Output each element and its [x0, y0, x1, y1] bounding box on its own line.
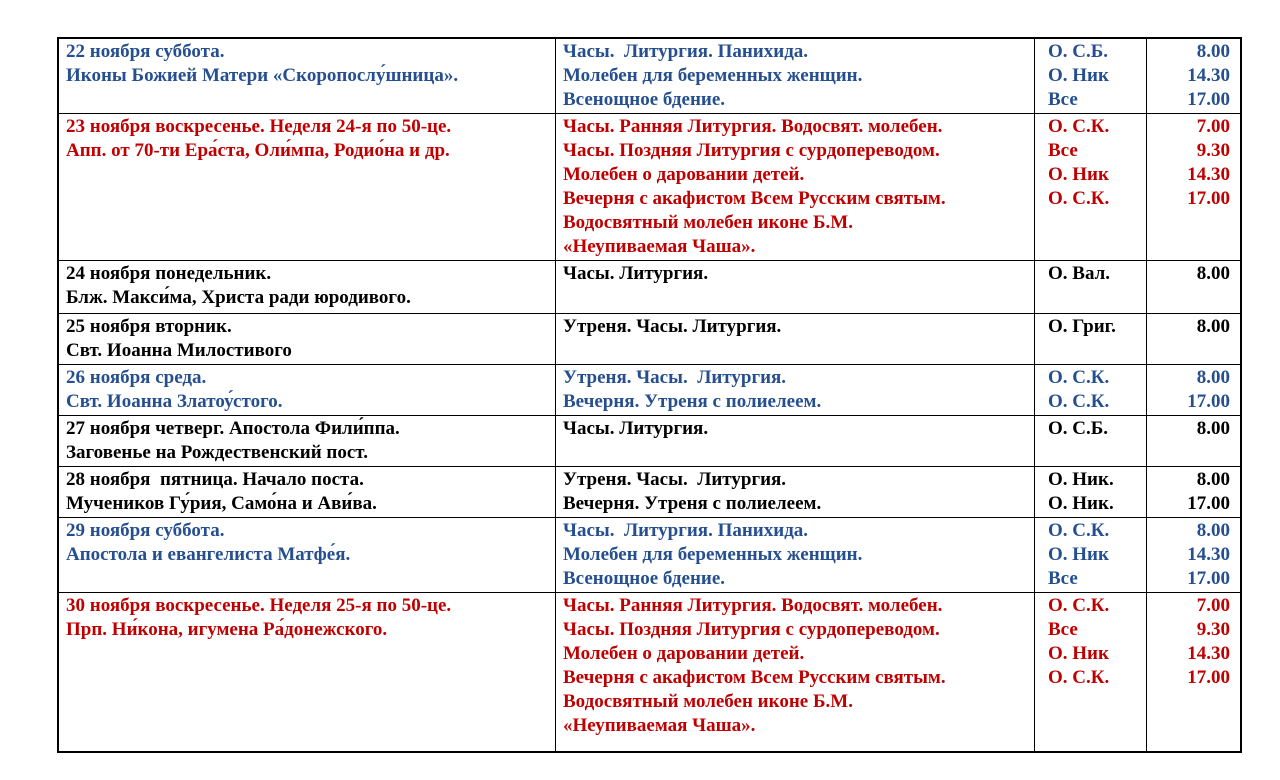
- time-cell: [1147, 114, 1240, 260]
- time-cell: [1147, 416, 1240, 466]
- clergy-line: О. С.Б.: [1048, 418, 1109, 439]
- date-line: Свт. Иоанна Златоу́стого.: [66, 391, 283, 412]
- service-line: Вечерня с акафистом Всем Русским святым.: [563, 188, 946, 209]
- date-line: 28 ноября пятница. Начало поста.: [66, 469, 364, 490]
- schedule-table: [57, 37, 1242, 753]
- time-line: 8.00: [1196, 367, 1230, 388]
- service-line: Часы. Поздняя Литургия с сурдопереводом.: [563, 619, 940, 640]
- clergy-cell: [1035, 39, 1147, 113]
- time-line: 8.00: [1196, 418, 1230, 439]
- date-line: 24 ноября понедельник.: [66, 263, 272, 284]
- table-row: [59, 467, 1240, 518]
- time-line: 17.00: [1187, 188, 1230, 209]
- clergy-line: О. С.К.: [1048, 667, 1110, 688]
- time-line: 8.00: [1196, 469, 1230, 490]
- services-cell: [556, 518, 1035, 592]
- clergy-line: Все: [1048, 568, 1078, 589]
- date-line: 23 ноября воскресенье. Неделя 24-я по 50-це.: [66, 116, 452, 137]
- date-line: Апостола и евангелиста Матфе́я.: [66, 544, 351, 565]
- time-line: 8.00: [1196, 41, 1230, 62]
- services-cell: [556, 365, 1035, 415]
- clergy-line: О. С.К.: [1048, 188, 1110, 209]
- clergy-cell: [1035, 467, 1147, 517]
- clergy-line: О. Ник: [1048, 643, 1109, 664]
- date-line: Апп. от 70-ти Ера́ста, Оли́мпа, Родио́на и др.: [66, 140, 450, 161]
- date-line: 25 ноября вторник.: [66, 316, 232, 337]
- time-cell: [1147, 39, 1240, 113]
- time-line: 8.00: [1196, 263, 1230, 284]
- date-line: Прп. Ни́кона, игумена Ра́донежского.: [66, 619, 388, 640]
- time-line: 14.30: [1187, 164, 1230, 185]
- clergy-line: Все: [1048, 140, 1078, 161]
- service-line: Часы. Литургия. Панихида.: [563, 520, 809, 541]
- clergy-cell: [1035, 114, 1147, 260]
- service-line: Часы. Ранняя Литургия. Водосвят. молебен.: [563, 595, 943, 616]
- date-line: 27 ноября четверг. Апостола Фили́ппа.: [66, 418, 400, 439]
- service-line: Часы. Поздняя Литургия с сурдопереводом.: [563, 140, 940, 161]
- service-line: Вечерня. Утреня с полиелеем.: [563, 493, 822, 514]
- date-line: 29 ноября суббота.: [66, 520, 225, 541]
- clergy-cell: [1035, 593, 1147, 751]
- time-cell: [1147, 365, 1240, 415]
- date-cell: [59, 467, 556, 517]
- table-row: [59, 593, 1240, 751]
- clergy-cell: [1035, 261, 1147, 313]
- time-cell: [1147, 261, 1240, 313]
- date-cell: [59, 518, 556, 592]
- time-line: 14.30: [1187, 643, 1230, 664]
- time-line: 17.00: [1187, 89, 1230, 110]
- service-line: Вечерня с акафистом Всем Русским святым.: [563, 667, 946, 688]
- time-cell: [1147, 518, 1240, 592]
- services-cell: [556, 314, 1035, 364]
- service-line: Всенощное бдение.: [563, 89, 726, 110]
- service-line: «Неупиваемая Чаша».: [563, 236, 756, 257]
- date-cell: [59, 416, 556, 466]
- clergy-line: О. Ник.: [1048, 469, 1114, 490]
- date-line: Иконы Божией Матери «Скоропослу́шница».: [66, 65, 459, 86]
- services-cell: [556, 467, 1035, 517]
- date-line: 26 ноября среда.: [66, 367, 207, 388]
- service-line: Водосвятный молебен иконе Б.М.: [563, 212, 853, 233]
- service-line: Молебен о даровании детей.: [563, 164, 805, 185]
- clergy-line: О. С.К.: [1048, 520, 1110, 541]
- time-line: 9.30: [1196, 140, 1230, 161]
- service-line: «Неупиваемая Чаша».: [563, 715, 756, 736]
- clergy-line: О. С.К.: [1048, 116, 1110, 137]
- services-cell: [556, 593, 1035, 751]
- table-row: [59, 416, 1240, 467]
- service-line: Часы. Литургия.: [563, 418, 709, 439]
- time-cell: [1147, 314, 1240, 364]
- time-line: 14.30: [1187, 65, 1230, 86]
- time-line: 8.00: [1196, 316, 1230, 337]
- time-line: 17.00: [1187, 391, 1230, 412]
- services-cell: [556, 261, 1035, 313]
- clergy-line: О. Григ.: [1048, 316, 1116, 337]
- service-line: Молебен о даровании детей.: [563, 643, 805, 664]
- date-line: 30 ноября воскресенье. Неделя 25-я по 50-це.: [66, 595, 452, 616]
- clergy-cell: [1035, 518, 1147, 592]
- clergy-cell: [1035, 416, 1147, 466]
- clergy-line: О. С.К.: [1048, 595, 1110, 616]
- date-line: Свт. Иоанна Милостивого: [66, 340, 292, 361]
- table-row: [59, 39, 1240, 114]
- date-line: 22 ноября суббота.: [66, 41, 225, 62]
- table-row: [59, 114, 1240, 261]
- table-row: [59, 314, 1240, 365]
- date-cell: [59, 39, 556, 113]
- service-line: Всенощное бдение.: [563, 568, 726, 589]
- service-line: Молебен для беременных женщин.: [563, 65, 863, 86]
- time-line: 7.00: [1196, 116, 1230, 137]
- table-row: [59, 365, 1240, 416]
- service-line: Утреня. Часы. Литургия.: [563, 316, 782, 337]
- date-cell: [59, 114, 556, 260]
- date-cell: [59, 593, 556, 751]
- date-line: Блж. Макси́ма, Христа ради юродивого.: [66, 287, 411, 308]
- time-line: 8.00: [1196, 520, 1230, 541]
- clergy-line: Все: [1048, 619, 1078, 640]
- date-cell: [59, 314, 556, 364]
- service-line: Утреня. Часы. Литургия.: [563, 367, 787, 388]
- clergy-line: О. Вал.: [1048, 263, 1111, 284]
- time-line: 9.30: [1196, 619, 1230, 640]
- service-line: Часы. Литургия.: [563, 263, 709, 284]
- service-line: Утреня. Часы. Литургия.: [563, 469, 787, 490]
- date-line: Мучеников Гу́рия, Само́на и Ави́ва.: [66, 493, 377, 514]
- time-line: 7.00: [1196, 595, 1230, 616]
- date-line: Заговенье на Рождественский пост.: [66, 442, 368, 463]
- clergy-cell: [1035, 365, 1147, 415]
- time-cell: [1147, 467, 1240, 517]
- clergy-line: О. С.Б.: [1048, 41, 1109, 62]
- clergy-line: Все: [1048, 89, 1078, 110]
- time-line: 17.00: [1187, 568, 1230, 589]
- service-line: Водосвятный молебен иконе Б.М.: [563, 691, 853, 712]
- service-line: Часы. Ранняя Литургия. Водосвят. молебен.: [563, 116, 943, 137]
- services-cell: [556, 39, 1035, 113]
- time-line: 17.00: [1187, 667, 1230, 688]
- service-line: Часы. Литургия. Панихида.: [563, 41, 809, 62]
- time-line: 17.00: [1187, 493, 1230, 514]
- clergy-line: О. Ник: [1048, 544, 1109, 565]
- service-line: Вечерня. Утреня с полиелеем.: [563, 391, 822, 412]
- table-row: [59, 518, 1240, 593]
- services-cell: [556, 416, 1035, 466]
- clergy-line: О. С.К.: [1048, 391, 1110, 412]
- service-line: Молебен для беременных женщин.: [563, 544, 863, 565]
- table-row: [59, 261, 1240, 314]
- clergy-cell: [1035, 314, 1147, 364]
- clergy-line: О. С.К.: [1048, 367, 1110, 388]
- clergy-line: О. Ник.: [1048, 493, 1114, 514]
- clergy-line: О. Ник: [1048, 164, 1109, 185]
- date-cell: [59, 261, 556, 313]
- services-cell: [556, 114, 1035, 260]
- time-cell: [1147, 593, 1240, 751]
- time-line: 14.30: [1187, 544, 1230, 565]
- date-cell: [59, 365, 556, 415]
- clergy-line: О. Ник: [1048, 65, 1109, 86]
